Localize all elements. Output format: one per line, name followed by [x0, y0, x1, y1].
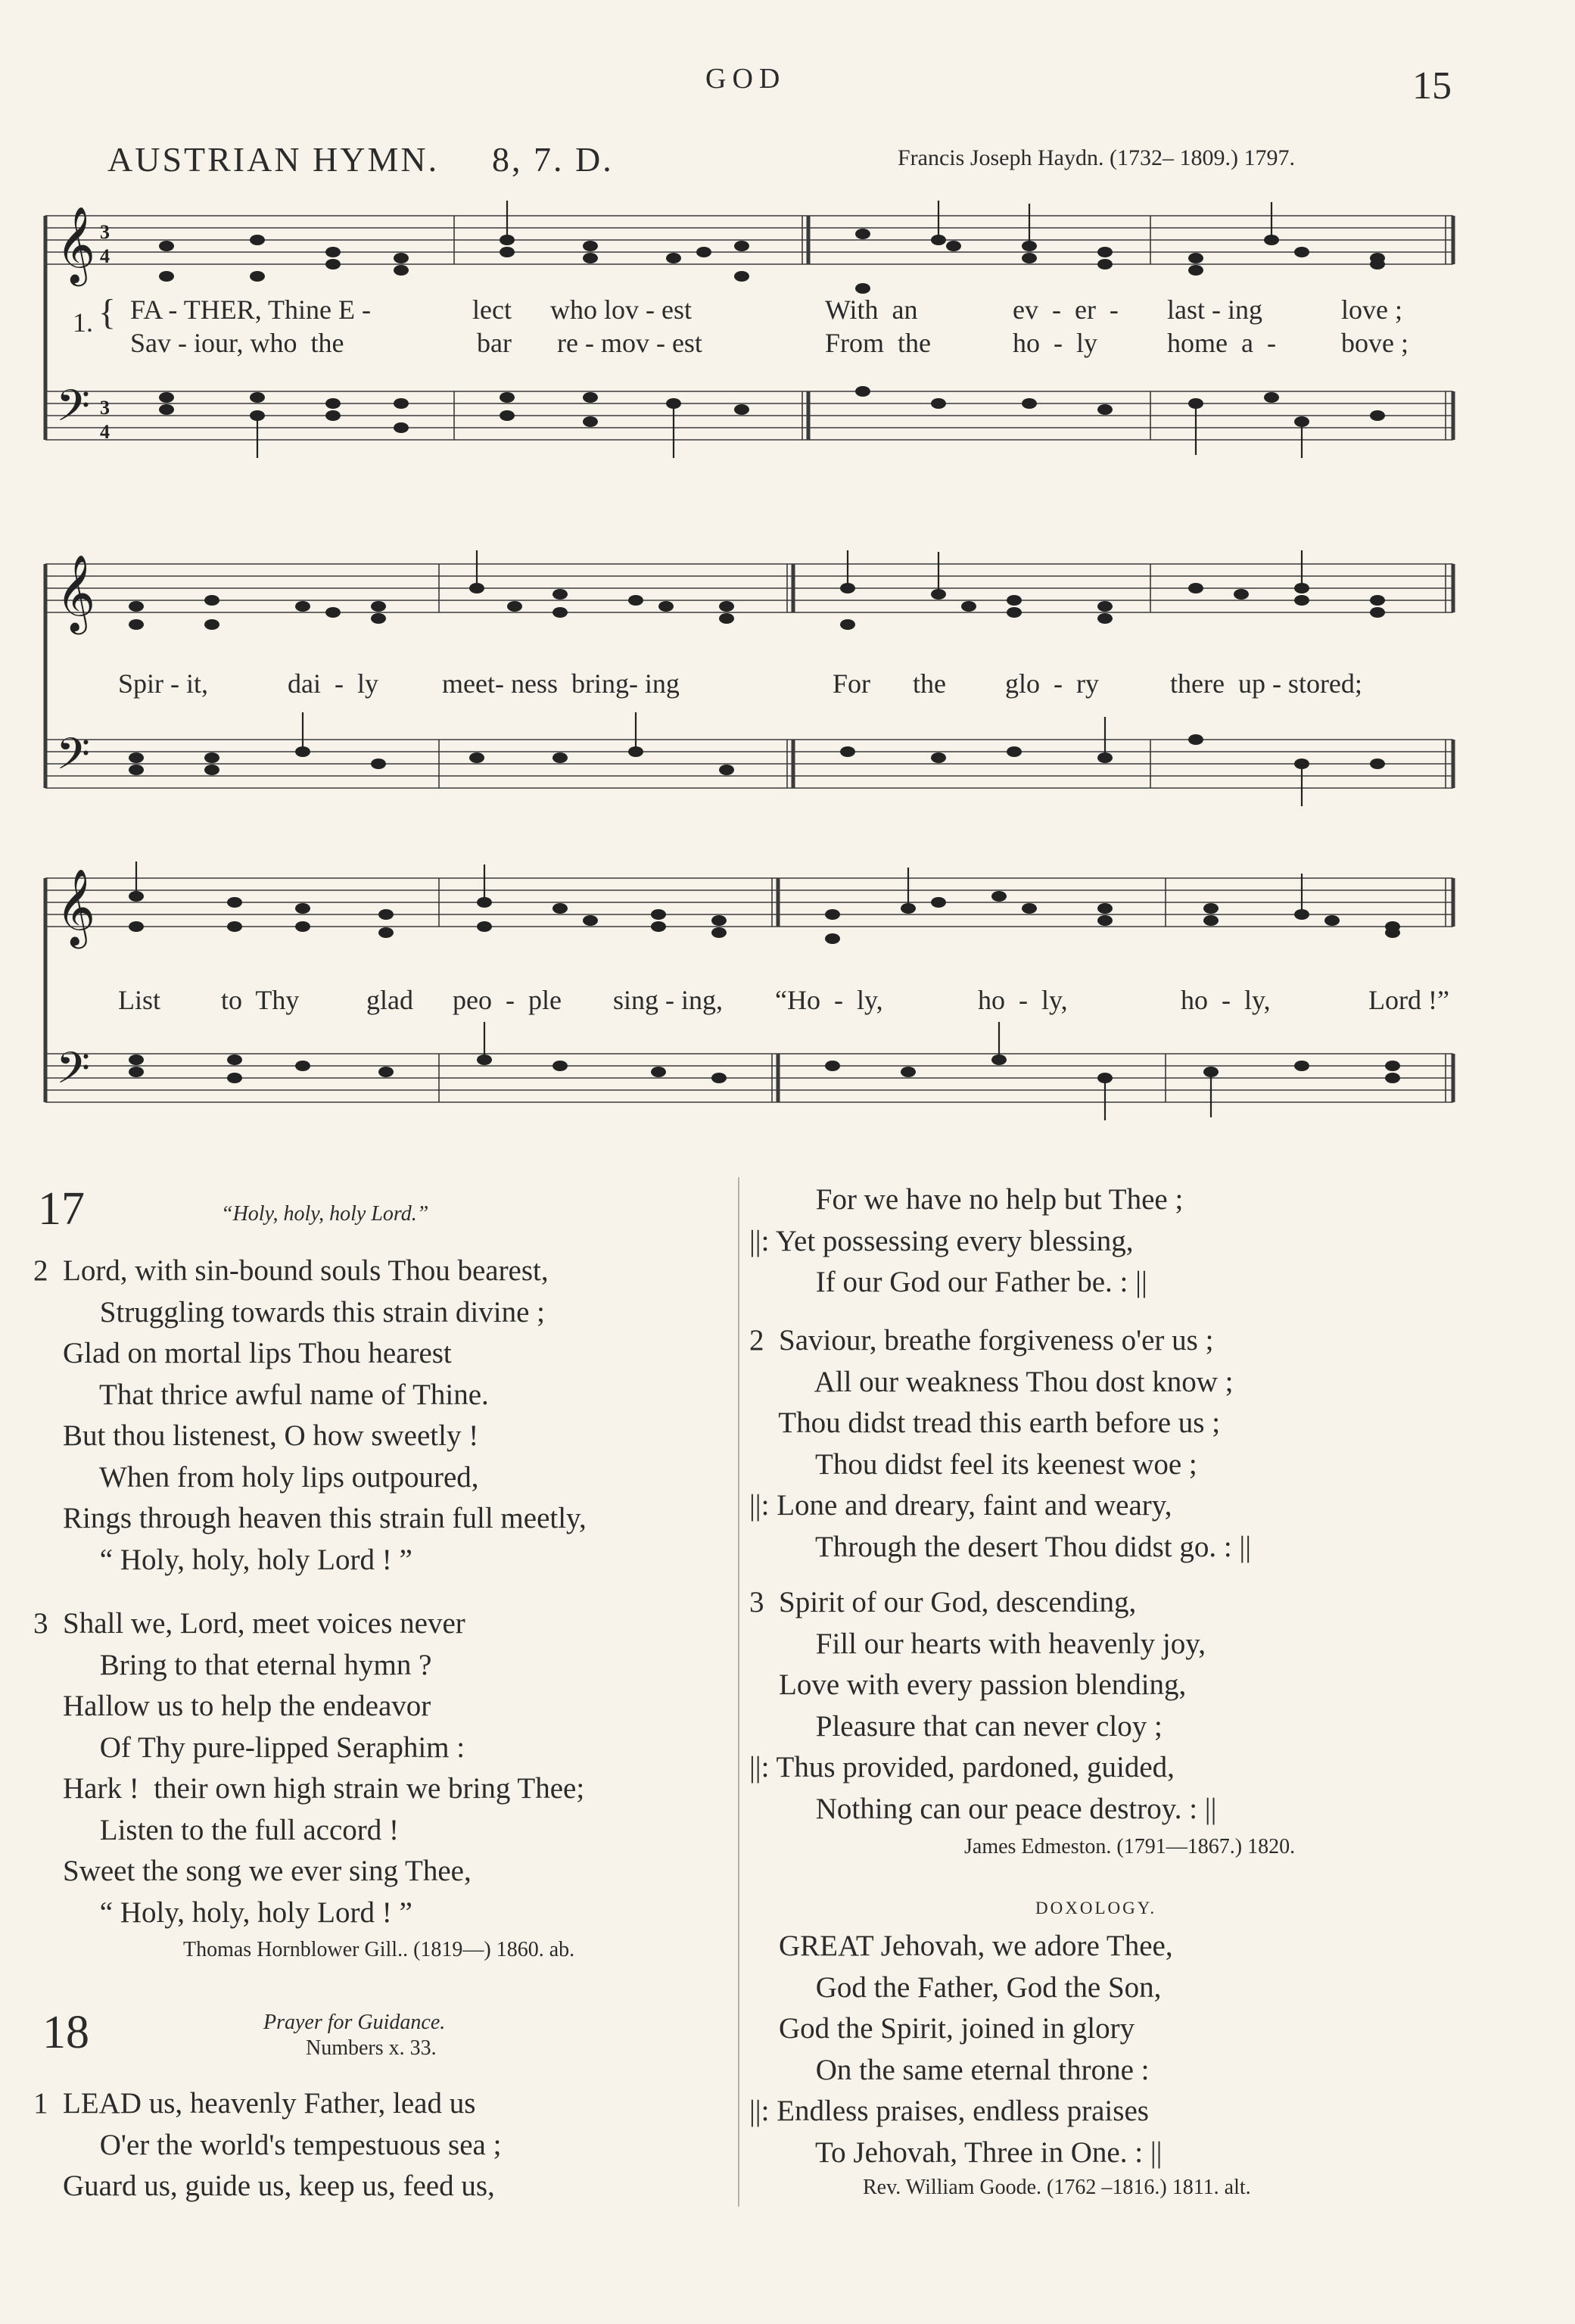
verse-line: Love with every passion blending,	[749, 1668, 1187, 1701]
verse-line: 2 Lord, with sin-bound souls Thou bearest,	[33, 1254, 549, 1287]
lyric-s2-7: there up - stored;	[1170, 668, 1362, 699]
verse-line: “ Holy, holy, holy Lord ! ”	[33, 1896, 412, 1929]
bass-notes	[159, 386, 1385, 458]
verse-line: ||: Thus provided, pardoned, guided,	[749, 1751, 1175, 1783]
lyric-s1-l2-6: home a -	[1167, 328, 1276, 358]
lyric-s2-4: For	[833, 668, 871, 699]
verse-line: On the same eternal throne :	[749, 2053, 1150, 2086]
hymn-18-attribution: James Edmeston. (1791—1867.) 1820.	[964, 1835, 1296, 1858]
lyric-s3-5: sing - ing,	[613, 985, 724, 1015]
verse-line: 3 Shall we, Lord, meet voices never	[33, 1607, 465, 1640]
verse-line: If our God our Father be. : ||	[749, 1266, 1147, 1298]
lyric-s3-6: “Ho - ly,	[775, 985, 883, 1015]
hymn-17-title: “Holy, holy, holy Lord.”	[221, 1202, 429, 1226]
lyric-s2-6: glo - ry	[1005, 668, 1099, 699]
lyric-s3-9: Lord !”	[1368, 985, 1449, 1015]
tune-composer: Francis Joseph Haydn. (1732– 1809.) 1797.	[898, 145, 1295, 170]
lyric-s3-4: peo - ple	[453, 985, 562, 1015]
hymn-18-verse-3	[749, 1582, 1216, 1830]
column-divider	[738, 1177, 739, 2207]
verse-line: 2 Saviour, breathe forgiveness o'er us ;	[749, 1324, 1214, 1357]
verse-line: Of Thy pure-lipped Seraphim :	[33, 1731, 465, 1764]
verse-line: ||: Yet possessing every blessing,	[749, 1224, 1134, 1257]
lyric-s3-7: ho - ly,	[978, 985, 1068, 1015]
svg-text:3: 3	[100, 221, 110, 243]
verse-line: God the Spirit, joined in glory	[749, 2012, 1135, 2045]
verse-line: Pleasure that can never cloy ;	[749, 1709, 1163, 1743]
hymn-18-number: 18	[42, 2007, 89, 2058]
lyric-s2-5: the	[913, 668, 946, 699]
lyric-s3-3: glad	[366, 985, 413, 1015]
verse-line: Listen to the full accord !	[33, 1813, 400, 1846]
verse-line: Sweet the song we ever sing Thee,	[33, 1855, 472, 1887]
lyric-s1-l2-4: From the	[825, 328, 931, 358]
verse-line: When from holy lips outpoured,	[33, 1460, 479, 1494]
verse-line: “ Holy, holy, holy Lord ! ”	[33, 1543, 412, 1576]
verse-line: O'er the world's tempestuous sea ;	[33, 2128, 502, 2161]
tune-meter: 8, 7. D.	[492, 140, 614, 179]
hymn-18-reference: Numbers x. 33.	[306, 2036, 437, 2060]
lyric-s3-1: List	[118, 985, 161, 1015]
verse-line: GREAT Jehovah, we adore Thee,	[749, 1930, 1173, 1962]
lyric-s2-1: Spir - it,	[118, 668, 209, 699]
verse-line: ||: Lone and dreary, faint and weary,	[749, 1489, 1172, 1522]
svg-text:𝄞: 𝄞	[56, 553, 96, 631]
hymn-18-verse-1-cont	[749, 1179, 1183, 1304]
hymn-18-verse-1	[33, 2083, 501, 2207]
lyric-s1-l2-3: re - mov - est	[557, 328, 702, 358]
verse-line: For we have no help but Thee ;	[749, 1183, 1184, 1216]
tune-name: AUSTRIAN HYMN.	[107, 140, 440, 179]
hymn-17-verse-2	[33, 1251, 587, 1581]
lyric-s1-l1-5: ev - er -	[1013, 294, 1119, 325]
hymn-18-verse-2	[749, 1320, 1251, 1568]
svg-text:3: 3	[100, 397, 110, 419]
verse-line: Rings through heaven this strain full meetly,	[33, 1502, 587, 1534]
verse-line: ||: Endless praises, endless praises	[749, 2095, 1149, 2127]
svg-text:4: 4	[100, 245, 110, 267]
lyric-s1-l2-7: bove ;	[1341, 328, 1408, 358]
lyric-s1-l1-4: With an	[825, 294, 918, 325]
lyric-s1-l2-1: Sav - iour, who the	[130, 328, 344, 358]
lyric-s1-l1-1: FA - THER, Thine E -	[130, 294, 371, 325]
svg-text:4: 4	[100, 421, 110, 443]
svg-text:𝄢: 𝄢	[56, 728, 91, 790]
lyric-s1-l2-5: ho - ly	[1013, 328, 1097, 358]
running-title: GOD	[705, 63, 786, 95]
doxology-heading: DOXOLOGY.	[1035, 1899, 1157, 1917]
verse-line: Struggling towards this strain divine ;	[33, 1295, 545, 1329]
verse-line: Bring to that eternal hymn ?	[33, 1648, 432, 1681]
verse-line: Nothing can our peace destroy. : ||	[749, 1792, 1217, 1825]
lyric-s1-l1-6: last - ing	[1167, 294, 1262, 325]
svg-text:𝄢: 𝄢	[56, 1042, 91, 1104]
verse-line: 3 Spirit of our God, descending,	[749, 1586, 1137, 1618]
verse-number: 1.	[73, 307, 93, 338]
doxology-text	[749, 1926, 1173, 2173]
page-number: 15	[1412, 64, 1452, 107]
verse-line: Glad on mortal lips Thou hearest	[33, 1337, 452, 1369]
verse-line: But thou listenest, O how sweetly !	[33, 1419, 479, 1452]
hymn-18-title: Prayer for Guidance.	[263, 2011, 446, 2034]
verse-line: Guard us, guide us, keep us, feed us,	[33, 2170, 495, 2202]
hymn-17-number: 17	[38, 1183, 85, 1235]
verse-line: 1 LEAD us, heavenly Father, lead us	[33, 2087, 476, 2120]
svg-text:𝄢: 𝄢	[56, 380, 91, 442]
verse-line: Thou didst feel its keenest woe ;	[749, 1447, 1197, 1481]
lyric-s2-3: meet- ness bring- ing	[442, 668, 680, 699]
treble-notes	[159, 201, 1385, 294]
verse-line: To Jehovah, Three in One. : ||	[749, 2136, 1163, 2169]
lyric-s1-l1-7: love ;	[1341, 294, 1402, 325]
verse-line: Fill our hearts with heavenly joy,	[749, 1627, 1206, 1660]
treble-notes	[129, 550, 1385, 630]
hymn-17-verse-3	[33, 1603, 584, 1933]
lyric-s1-l2-2: bar	[477, 328, 512, 358]
verse-line: All our weakness Thou dost know ;	[749, 1365, 1234, 1398]
lyric-s1-l1-3: who lov - est	[550, 294, 692, 325]
verse-line: Hallow us to help the endeavor	[33, 1690, 431, 1722]
hymn-17-attribution: Thomas Hornblower Gill.. (1819—) 1860. ab.	[183, 1938, 575, 1961]
verse-line: That thrice awful name of Thine.	[33, 1378, 489, 1411]
brace-left: {	[98, 292, 117, 332]
bass-notes	[129, 1022, 1400, 1120]
lyric-s3-8: ho - ly,	[1181, 985, 1271, 1015]
bass-notes	[129, 712, 1385, 806]
verse-line: Hark ! their own high strain we bring Thee;	[33, 1772, 585, 1805]
svg-text:𝄞: 𝄞	[56, 868, 96, 945]
lyric-s2-2: dai - ly	[288, 668, 378, 699]
verse-line: Through the desert Thou didst go. : ||	[749, 1530, 1252, 1563]
verse-line: God the Father, God the Son,	[749, 1970, 1162, 2004]
doxology-attribution: Rev. William Goode. (1762 –1816.) 1811. alt.	[863, 2176, 1251, 2199]
lyric-s3-2: to Thy	[221, 985, 300, 1015]
svg-text:𝄞: 𝄞	[56, 205, 96, 283]
verse-line: Thou didst tread this earth before us ;	[749, 1407, 1221, 1439]
lyric-s1-l1-2: lect	[472, 294, 512, 325]
